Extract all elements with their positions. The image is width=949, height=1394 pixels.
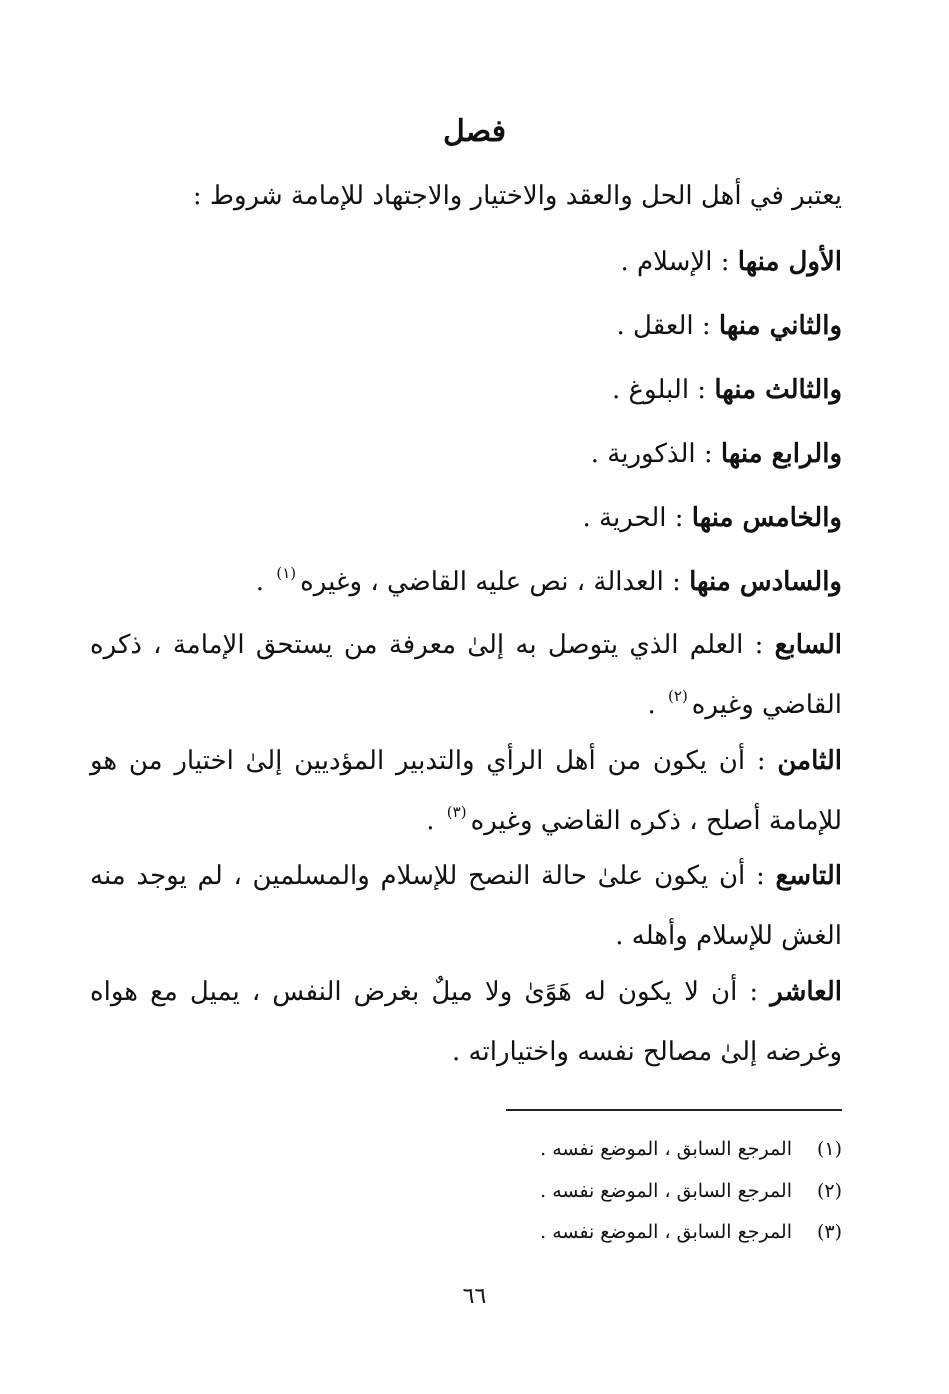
paragraph-text: : أن يكون علىٰ حالة النصح للإسلام والمسلمين ، لم يوجد منه الغش للإسلام وأهله . (90, 861, 842, 951)
condition-label: والخامس منها (691, 503, 842, 533)
paragraph-ninth (90, 846, 842, 966)
footnote-number: (٣) (816, 1221, 842, 1243)
page-number: ٦٦ (462, 1284, 487, 1309)
section-title: فصل (442, 114, 507, 149)
condition-label: والرابع منها (720, 439, 842, 469)
condition-6 (256, 562, 842, 602)
paragraph-label: الثامن (777, 746, 842, 776)
footnote-2 (540, 1177, 842, 1205)
footnote-number: (٢) (816, 1180, 842, 1202)
condition-end: . (255, 567, 273, 597)
footnote-text: المرجع السابق ، الموضع نفسه . (540, 1180, 792, 1202)
paragraph-seventh (90, 615, 842, 735)
footnote-ref: (٣) (446, 803, 467, 821)
footnote-divider (506, 1109, 842, 1111)
paragraph-text: : العلم الذي يتوصل به إلىٰ معرفة من يستحق الإمامة ، ذكره القاضي وغيره (90, 630, 842, 720)
paragraph-end: . (647, 690, 665, 720)
paragraph-end: . (426, 806, 443, 836)
condition-1 (620, 242, 842, 282)
condition-5 (583, 498, 843, 538)
footnote-text: المرجع السابق ، الموضع نفسه . (540, 1221, 792, 1243)
intro-line: يعتبر في أهل الحل والعقد والاختيار والاجتهاد للإمامة شروط : (192, 181, 842, 211)
paragraph-label: التاسع (775, 861, 842, 891)
paragraph-label: السابع (774, 630, 842, 660)
footnote-text: المرجع السابق ، الموضع نفسه . (540, 1138, 792, 1160)
condition-text: : الذكورية . (590, 439, 721, 469)
footnote-1 (540, 1135, 842, 1163)
footnote-ref: (٢) (668, 687, 688, 705)
footnote-number: (١) (816, 1138, 842, 1160)
paragraph-label: العاشر (770, 977, 842, 1007)
footnote-ref: (١) (276, 564, 297, 582)
condition-label: والثالث منها (714, 375, 842, 405)
condition-3 (612, 370, 842, 410)
condition-text: : الحرية . (582, 503, 692, 533)
condition-text: : العقل . (616, 311, 719, 341)
condition-label: والسادس منها (689, 567, 842, 597)
condition-text: : العدالة ، نص عليه القاضي ، وغيره (300, 567, 690, 597)
condition-text: : الإسلام . (620, 247, 738, 277)
paragraph-tenth (90, 962, 842, 1082)
condition-2 (617, 306, 842, 346)
condition-text: : البلوغ . (611, 375, 715, 405)
footnote-3 (540, 1218, 842, 1246)
paragraph-text: : أن لا يكون له هَوًىٰ ولا ميلٌ بغرض النفس ، يميل مع هواه وغرضه إلىٰ مصالح نفسه واختياراته . (90, 977, 842, 1067)
paragraph-text: : أن يكون من أهل الرأي والتدبير المؤديين إلىٰ اختيار من هو للإمامة أصلح ، ذكره القاضي وغيره (90, 746, 842, 836)
paragraph-eighth (90, 731, 842, 851)
condition-label: والثاني منها (718, 311, 842, 341)
condition-4 (591, 434, 842, 474)
condition-label: الأول منها (737, 247, 842, 277)
